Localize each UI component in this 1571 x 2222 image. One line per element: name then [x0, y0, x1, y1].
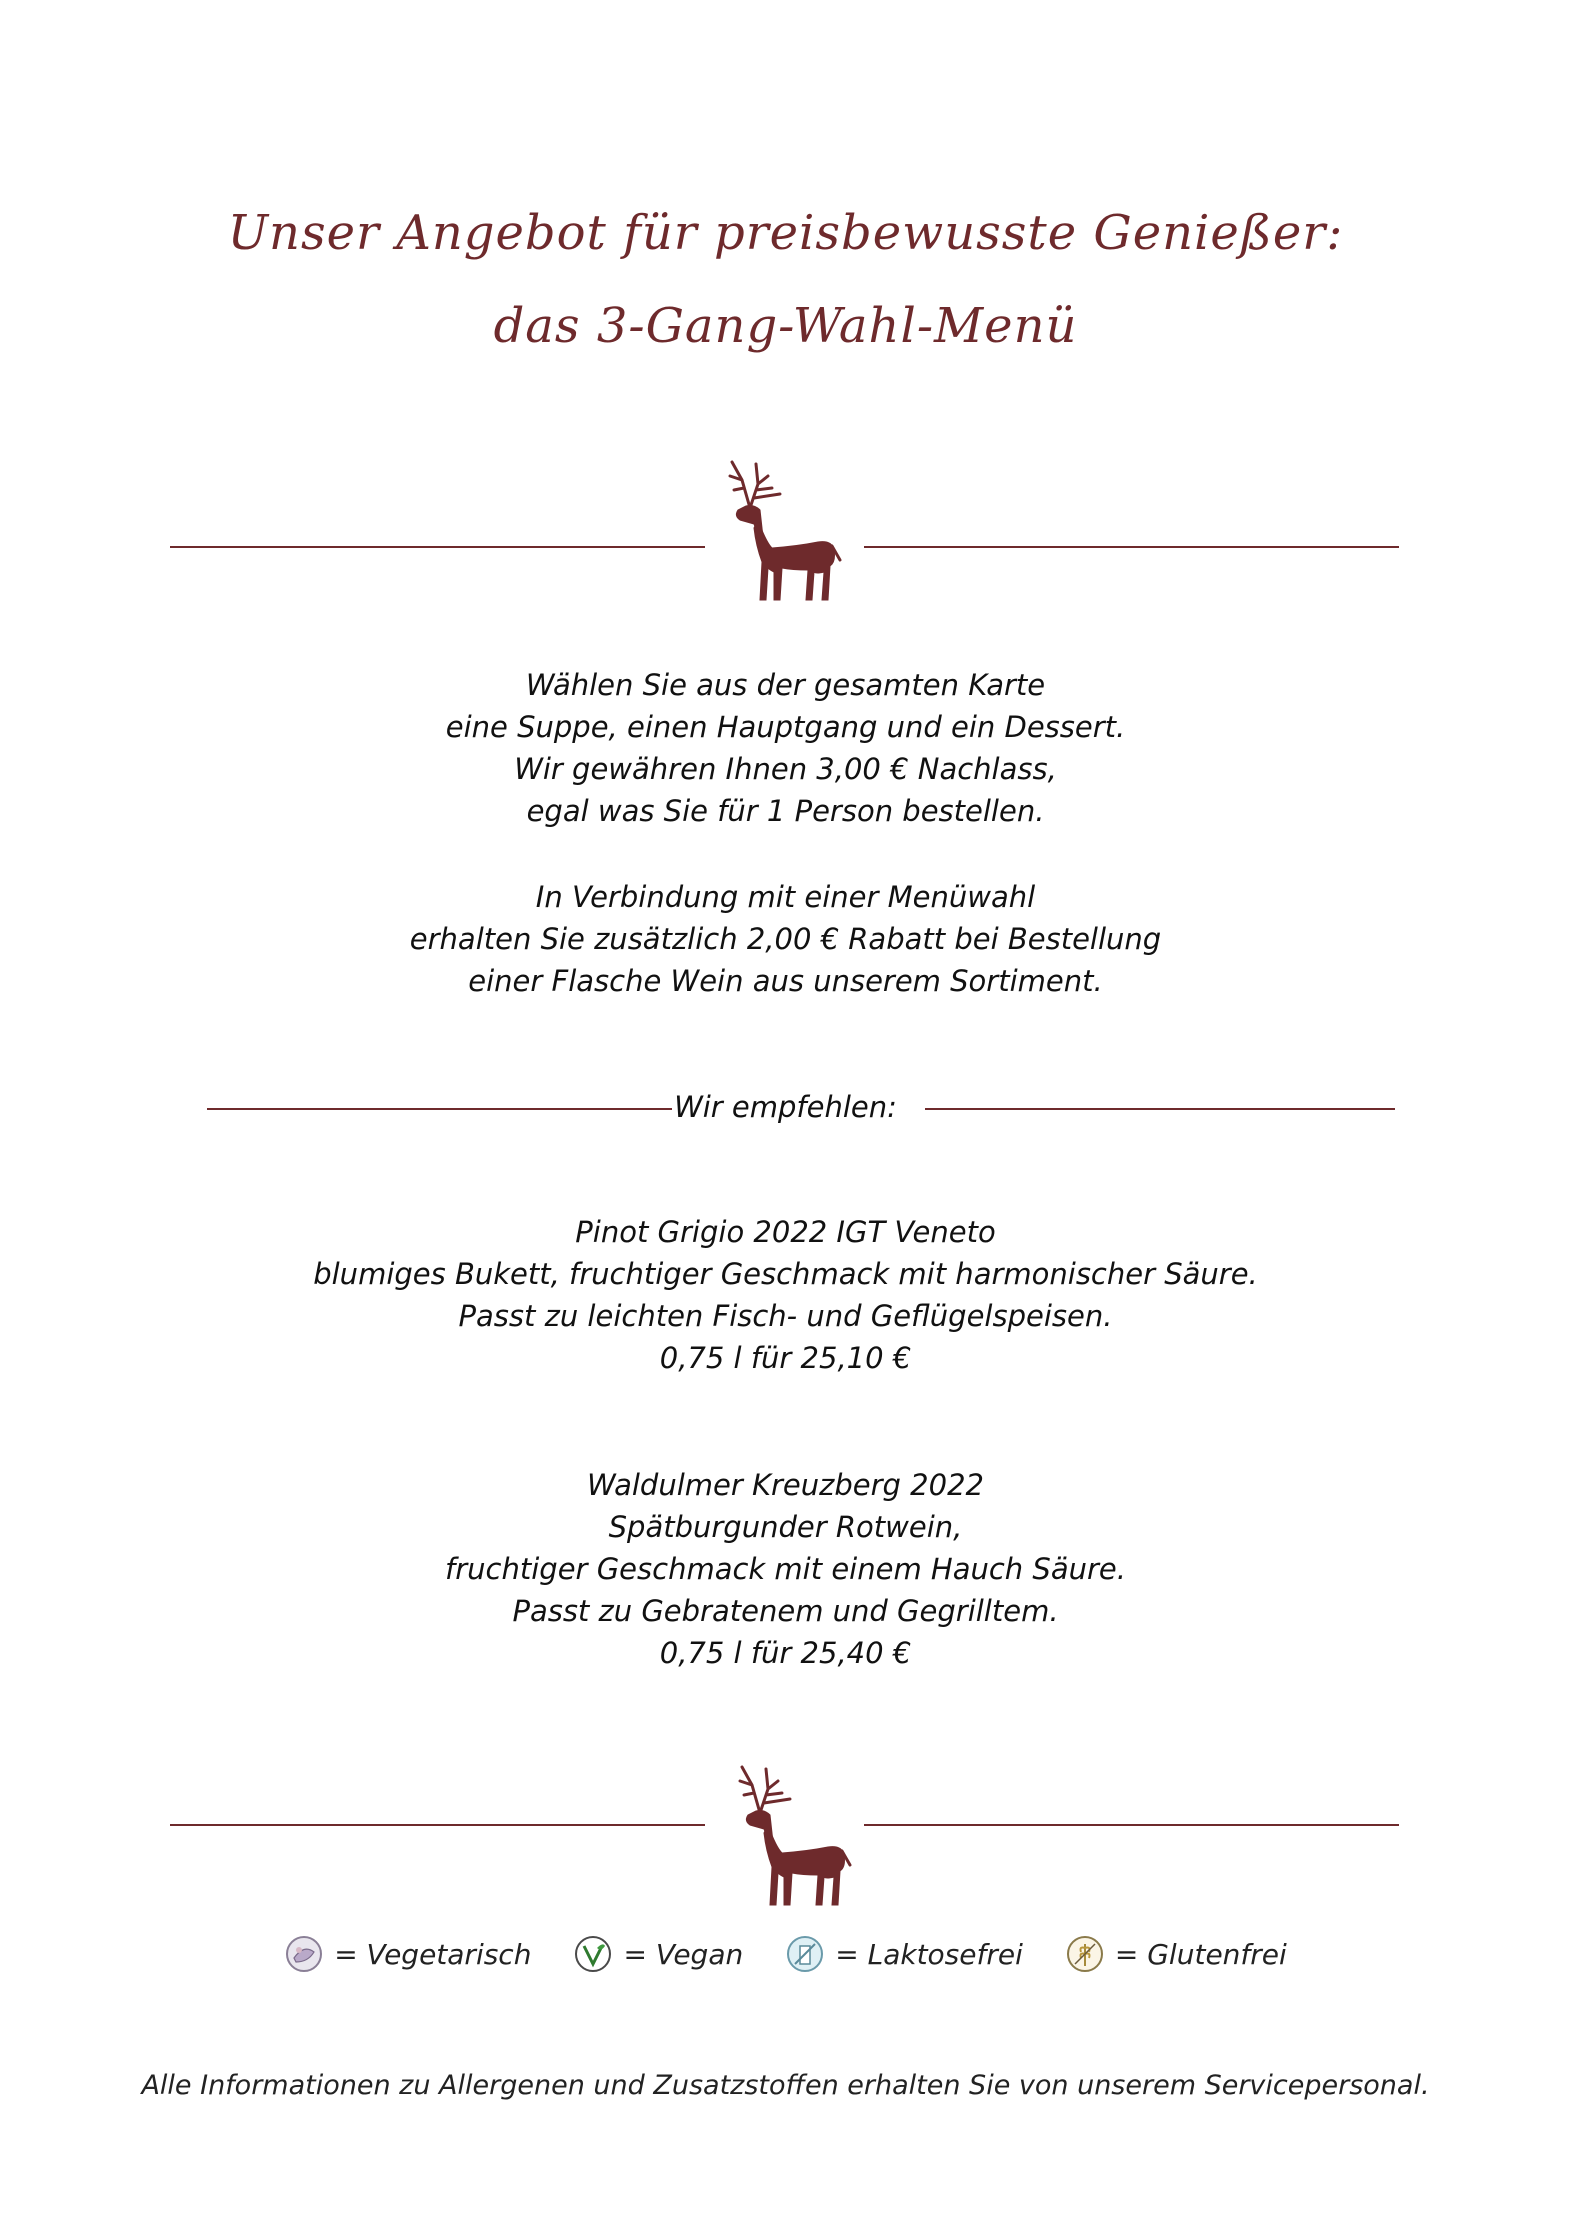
- offer-line-6: erhalten Sie zusätzlich 2,00 € Rabatt bei Bestellung: [409, 922, 1162, 956]
- allergen-footer-note: Alle Informationen zu Allergenen und Zusatzstoffen erhalten Sie von unserem Servicepersonal.: [141, 2070, 1430, 2101]
- legend-label-lactose-free: = Laktosefrei: [835, 1937, 1023, 1971]
- page-title-line-2: das 3-Gang-Wahl-Menü: [493, 298, 1078, 354]
- page-title-line-1: Unser Angebot für preisbewusste Genießer:: [227, 205, 1344, 261]
- legend-label-gluten-free: = Glutenfrei: [1114, 1937, 1287, 1971]
- wine-2-name: Waldulmer Kreuzberg 2022: [587, 1468, 984, 1502]
- offer-line-5: In Verbindung mit einer Menüwahl: [535, 880, 1036, 914]
- divider-left-top: [170, 546, 705, 548]
- wine-2-price: 0,75 l für 25,40 €: [659, 1636, 912, 1670]
- wine-2-description-2: fruchtiger Geschmack mit einem Hauch Säure.: [445, 1552, 1126, 1586]
- offer-line-4: egal was Sie für 1 Person bestellen.: [526, 794, 1045, 828]
- offer-line-2: eine Suppe, einen Hauptgang und ein Dessert.: [445, 710, 1126, 744]
- wine-1-price: 0,75 l für 25,10 €: [659, 1341, 912, 1375]
- offer-line-1: Wählen Sie aus der gesamten Karte: [525, 668, 1046, 702]
- divider-right-top: [864, 546, 1399, 548]
- wine-1-name: Pinot Grigio 2022 IGT Veneto: [575, 1215, 996, 1249]
- vegetarian-icon: [284, 1934, 324, 1974]
- offer-line-7: einer Flasche Wein aus unserem Sortiment.: [468, 964, 1103, 998]
- stag-icon: [730, 1755, 860, 1910]
- wine-1-description-2: Passt zu leichten Fisch- und Geflügelspeisen.: [458, 1299, 1113, 1333]
- recommend-heading: Wir empfehlen:: [674, 1090, 897, 1124]
- diet-legend: [0, 1934, 1571, 1974]
- legend-label-vegan: = Vegan: [623, 1937, 744, 1971]
- gluten-free-icon: [1065, 1934, 1105, 1974]
- vegan-icon: [573, 1934, 613, 1974]
- wine-1-description-1: blumiges Bukett, fruchtiger Geschmack mit harmonischer Säure.: [313, 1257, 1258, 1291]
- legend-item-vegan: [573, 1934, 743, 1974]
- divider-right-bottom: [864, 1824, 1399, 1826]
- legend-item-vegetarian: [284, 1934, 531, 1974]
- legend-item-lactose-free: [785, 1934, 1023, 1974]
- stag-icon: [720, 450, 850, 605]
- divider-left-bottom: [170, 1824, 705, 1826]
- legend-label-vegetarian: = Vegetarisch: [334, 1937, 532, 1971]
- legend-item-gluten-free: [1065, 1934, 1287, 1974]
- wine-2-description-1: Spätburgunder Rotwein,: [608, 1510, 963, 1544]
- lactose-free-icon: [785, 1934, 825, 1974]
- offer-line-3: Wir gewähren Ihnen 3,00 € Nachlass,: [514, 752, 1057, 786]
- wine-2-description-3: Passt zu Gebratenem und Gegrilltem.: [512, 1594, 1059, 1628]
